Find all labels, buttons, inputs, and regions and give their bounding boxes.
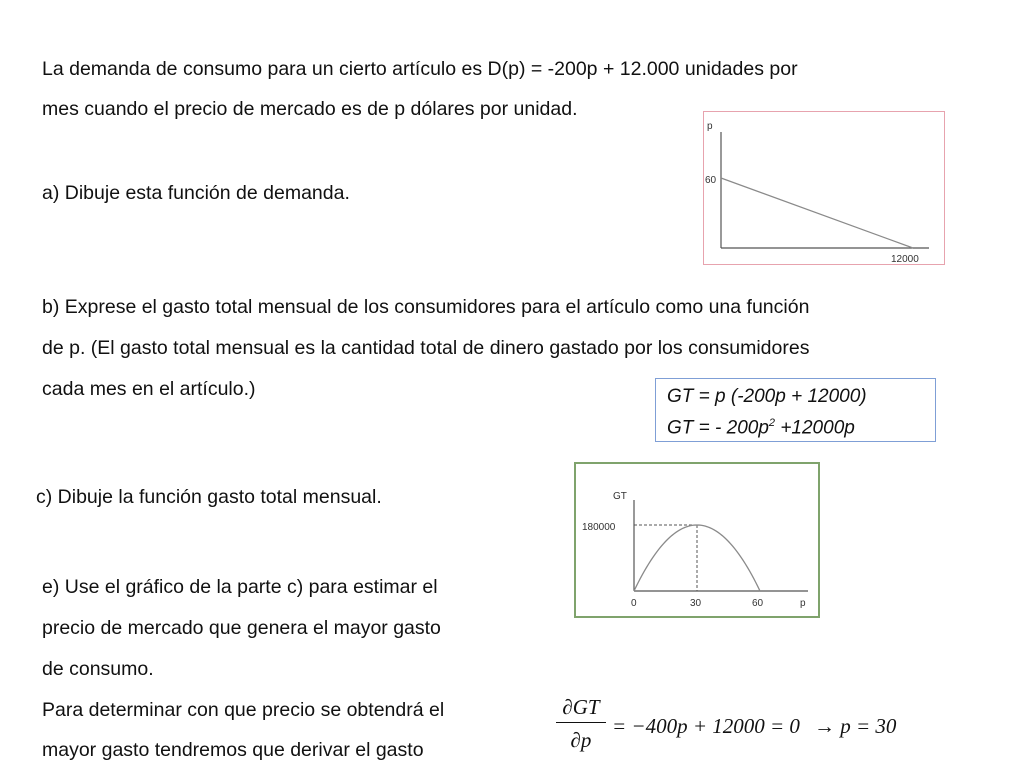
demand-chart-frame (703, 111, 945, 265)
part-e-line-1: e) Use el gráfico de la parte c) para estimar el (42, 576, 438, 598)
gt-y-tick-label: 180000 (582, 522, 616, 533)
demand-line (721, 178, 913, 248)
part-a-text: a) Dibuje esta función de demanda. (42, 182, 350, 204)
gt-formula-line-2-tail: +12000p (775, 417, 855, 439)
part-c-text: c) Dibuje la función gasto total mensual. (36, 486, 382, 508)
part-b-line-3: cada mes en el artículo.) (42, 378, 256, 400)
demand-x-tick-label: 12000 (891, 254, 919, 264)
demand-y-tick-label: 60 (705, 175, 717, 186)
gt-x-tick-label-60: 60 (752, 598, 764, 609)
part-e-line-5: mayor gasto tendremos que derivar el gasto (42, 739, 424, 761)
gt-formula-line-2-main: GT = - 200p (667, 417, 769, 439)
demand-y-axis-label: p (707, 121, 713, 132)
gt-x-axis-label: p (800, 598, 806, 609)
gt-x-tick-label-0: 0 (631, 598, 637, 609)
derivative-equation (612, 714, 896, 739)
part-e-line-2: precio de mercado que genera el mayor gasto (42, 617, 441, 639)
gt-x-tick-label-30: 30 (690, 598, 702, 609)
gt-formula-line-2 (667, 411, 855, 440)
demand-chart (704, 112, 944, 264)
part-e-line-4: Para determinar con que precio se obtendrá el (42, 699, 445, 721)
part-e-line-3: de consumo. (42, 658, 154, 680)
gt-formula-exponent: 2 (768, 417, 776, 429)
intro-line-1: La demanda de consumo para un cierto artículo es D(p) = -200p + 12.000 unidades por (42, 58, 798, 80)
gt-chart (576, 464, 818, 616)
part-b-line-1: b) Exprese el gasto total mensual de los consumidores para el artículo como una función (42, 296, 810, 318)
intro-line-2: mes cuando el precio de mercado es de p dólares por unidad. (42, 98, 578, 120)
derivative-denominator: ∂p (570, 728, 592, 752)
gt-formula-line-1: GT = p (-200p + 12000) (667, 386, 867, 407)
gt-formula-box (655, 378, 936, 442)
derivative-numerator: ∂GT (562, 695, 600, 719)
derivative-rhs: = −400p + 12000 = 0 (612, 714, 800, 738)
gt-y-axis-label: GT (613, 491, 627, 502)
derivative-fraction (556, 692, 606, 757)
part-b-line-2: de p. (El gasto total mensual es la cantidad total de dinero gastado por los consumidores (42, 337, 810, 359)
derivative-result: → p = 30 (813, 714, 897, 738)
gt-chart-frame (574, 462, 820, 618)
